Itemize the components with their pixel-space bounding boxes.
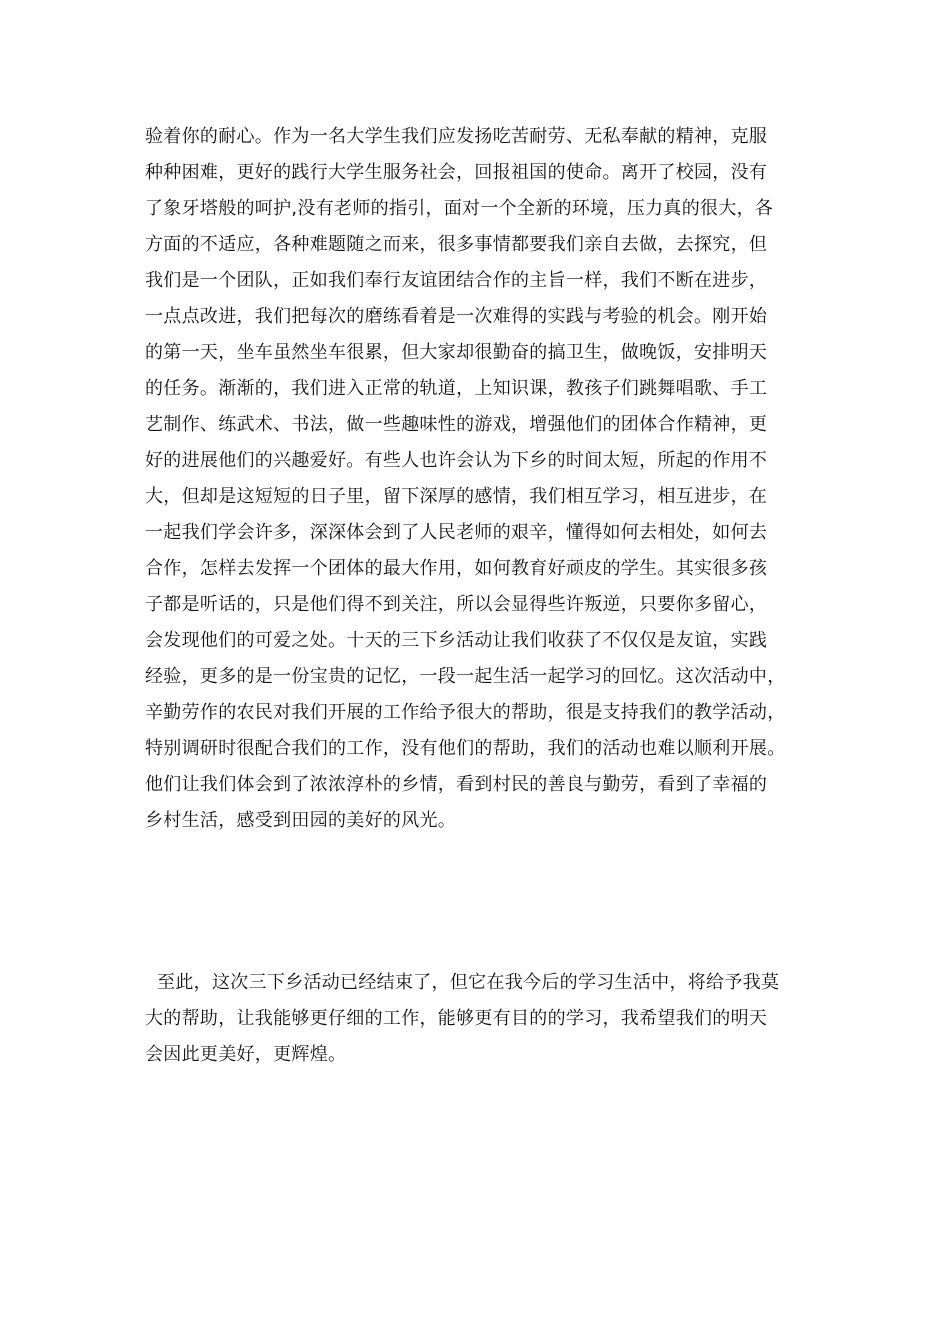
text-line: 特别调研时很配合我们的工作，没有他们的帮助，我们的活动也难以顺利开展。 — [145, 738, 786, 759]
text-line: 了象牙塔般的呵护,没有老师的指引，面对一个全新的环境，压力真的很大，各 — [145, 198, 774, 219]
text-line: 他们让我们体会到了浓浓淳朴的乡情，看到村民的善良与勤劳，看到了幸福的 — [145, 774, 768, 795]
text-line: 辛勤劳作的农民对我们开展的工作给予很大的帮助，很是支持我们的教学活动， — [145, 702, 786, 723]
text-line: 艺制作、练武术、书法，做一些趣味性的游戏，增强他们的团体合作精神，更 — [145, 414, 768, 435]
text-line: 经验，更多的是一份宝贵的记忆，一段一起生活一起学习的回忆。这次活动中， — [145, 666, 786, 687]
text-line: 大，但却是这短短的日子里，留下深厚的感情，我们相互学习，相互进步，在 — [145, 486, 768, 507]
text-line: 验着你的耐心。作为一名大学生我们应发扬吃苦耐劳、无私奉献的精神，克服 — [145, 126, 768, 147]
text-line: 一点点改进，我们把每次的磨练看着是一次难得的实践与考验的机会。刚开始 — [145, 306, 768, 327]
text-line: 一起我们学会许多，深深体会到了人民老师的艰辛，懂得如何去相处，如何去 — [145, 522, 768, 543]
text-line: 好的进展他们的兴趣爱好。有些人也许会认为下乡的时间太短，所起的作用不 — [145, 450, 768, 471]
text-line: 子都是听话的，只是他们得不到关注，所以会显得些许叛逆，只要你多留心， — [145, 594, 768, 615]
text-line: 至此，这次三下乡活动已经结束了，但它在我今后的学习生活中，将给予我莫 — [145, 972, 780, 993]
text-line: 的第一天，坐车虽然坐车很累，但大家却很勤奋的搞卫生，做晚饭，安排明天 — [145, 342, 768, 363]
text-line: 乡村生活，感受到田园的美好的风光。 — [145, 810, 457, 831]
body-paragraph-2 — [145, 965, 805, 1073]
body-paragraph-1 — [145, 119, 805, 839]
text-line: 会发现他们的可爱之处。十天的三下乡活动让我们收获了不仅仅是友谊，实践 — [145, 630, 768, 651]
text-line: 大的帮助，让我能够更仔细的工作，能够更有目的的学习，我希望我们的明天 — [145, 1008, 768, 1029]
text-line: 会因此更美好，更辉煌。 — [145, 1044, 347, 1065]
text-line: 种种困难，更好的践行大学生服务社会，回报祖国的使命。离开了校园，没有 — [145, 162, 768, 183]
text-line: 的任务。渐渐的，我们进入正常的轨道，上知识课，教孩子们跳舞唱歌、手工 — [145, 378, 768, 399]
text-line: 合作，怎样去发挥一个团体的最大作用，如何教育好顽皮的学生。其实很多孩 — [145, 558, 768, 579]
text-line: 我们是一个团队，正如我们奉行友谊团结合作的主旨一样，我们不断在进步， — [145, 270, 768, 291]
text-line: 方面的不适应，各种难题随之而来，很多事情都要我们亲自去做，去探究，但 — [145, 234, 768, 255]
